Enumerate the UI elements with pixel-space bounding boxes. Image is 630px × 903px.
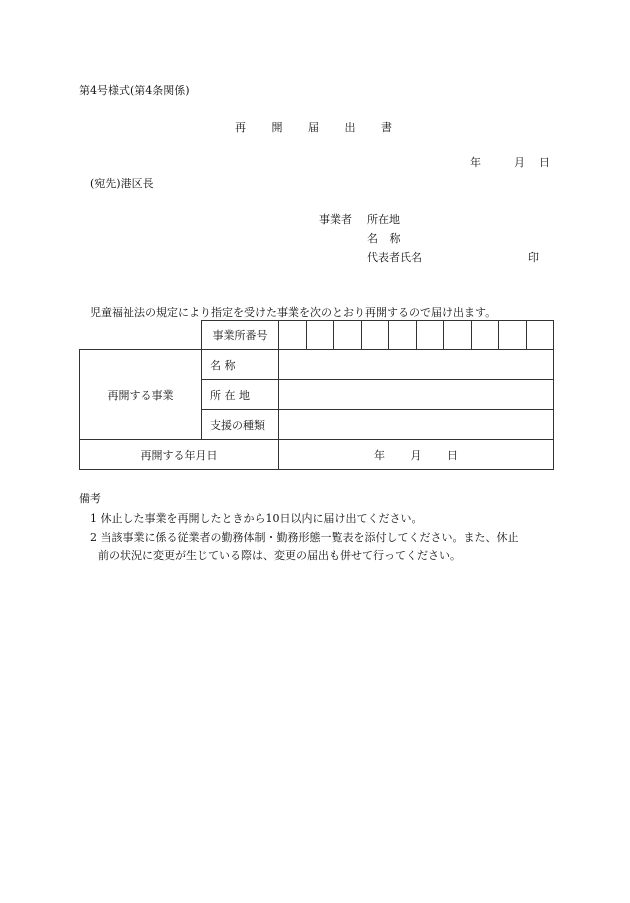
- applicant-address-label: 所在地: [367, 213, 400, 226]
- office-number-digit-10[interactable]: [527, 321, 554, 350]
- intro-text: 児童福祉法の規定により指定を受けた事業を次のとおり再開するので届け出ます。: [90, 306, 497, 319]
- applicant-name-label: 名 称: [367, 232, 405, 245]
- business-name-text: 名 称: [210, 358, 236, 372]
- date-year: 年: [470, 156, 481, 169]
- resume-date-field[interactable]: [279, 440, 554, 470]
- remark-item-2-line-2: 前の状況に変更が生じている際は、変更の届出も併せて行ってください。: [98, 549, 461, 562]
- support-type-field[interactable]: [279, 410, 554, 440]
- submission-date: [470, 154, 550, 170]
- business-location-field[interactable]: [279, 380, 554, 410]
- office-number-digit-6[interactable]: [417, 321, 444, 350]
- business-location-label: 所 在 地: [202, 380, 279, 410]
- document-title: 再 開 届 出 書: [235, 121, 403, 134]
- remarks-title: 備考: [79, 492, 101, 505]
- date-day: 日: [539, 156, 550, 169]
- office-number-digit-9[interactable]: [499, 321, 527, 350]
- office-number-row: [80, 321, 554, 350]
- office-number-digit-7[interactable]: [444, 321, 472, 350]
- office-number-digit-8[interactable]: [472, 321, 499, 350]
- office-number-digit-3[interactable]: [334, 321, 362, 350]
- office-number-digit-4[interactable]: [362, 321, 389, 350]
- blank-cell: [80, 321, 202, 350]
- business-name-field[interactable]: [279, 350, 554, 380]
- support-type-label: 支援の種類: [202, 410, 279, 440]
- applicant-label: 事業者: [319, 213, 352, 226]
- resume-date-row: [80, 440, 554, 470]
- resume-table: [79, 320, 554, 470]
- remark-item-1: 1 休止した事業を再開したときから10日以内に届け出てください。: [90, 512, 423, 525]
- business-name-row: [80, 350, 554, 380]
- office-number-label: 事業所番号: [202, 321, 279, 350]
- remark-item-2-line-1: 2 当該事業に係る従業者の勤務体制・勤務形態一覧表を添付してください。また、休止: [90, 531, 519, 544]
- business-group-label: 再開する事業: [80, 350, 202, 440]
- business-name-label: [202, 350, 279, 380]
- resume-date-value: 年 月 日: [374, 448, 458, 462]
- office-number-digit-1[interactable]: [279, 321, 307, 350]
- office-number-digit-5[interactable]: [389, 321, 417, 350]
- resume-date-label: 再開する年月日: [80, 440, 279, 470]
- office-number-digit-2[interactable]: [307, 321, 334, 350]
- representative-name-label: 代表者氏名: [367, 251, 422, 264]
- addressee: (宛先)港区長: [90, 177, 154, 190]
- form-number: 第4号様式(第4条関係): [79, 84, 190, 97]
- seal-mark: 印: [528, 251, 539, 264]
- date-month: 月: [514, 156, 525, 169]
